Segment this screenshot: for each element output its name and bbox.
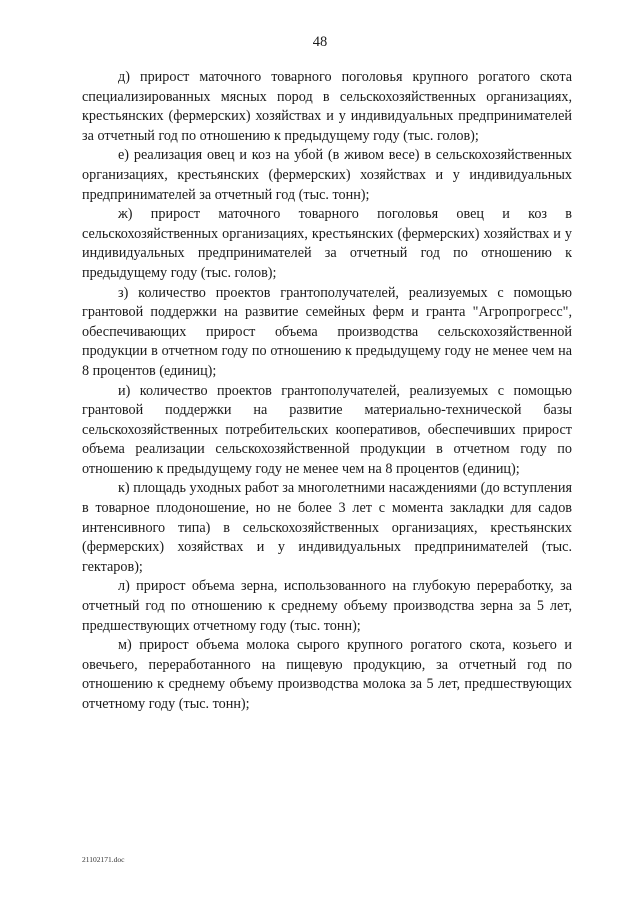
document-footer: 21102171.doc (82, 855, 125, 864)
page-number: 48 (312, 34, 328, 50)
paragraph-zh: ж) прирост маточного товарного поголовья овец и коз в сельскохозяйственных организациях, крестьянских (фермерских) хозяйствах и у индивидуальных предпринимателей за отчетный год по отношению к предыдущему году (тыс. голов); (82, 206, 572, 281)
paragraph-l: л) прирост объема зерна, использованного на глубокую переработку, за отчетный год по отношению к среднему объему производства зерна за 5 лет, предшествующих отчетному году (тыс. тонн); (82, 578, 572, 634)
paragraph-d: д) прирост маточного товарного поголовья крупного рогатого скота специализированных мясных пород в сельскохозяйственных организациях, крестьянских (фермерских) хозяйствах и у индивидуальных предпринимателей за отчетный год по отношению к предыдущему году (тыс. голов); (82, 69, 572, 144)
paragraph-k: к) площадь уходных работ за многолетними насаждениями (до вступления в товарное плодоношение, но не более 3 лет с момента закладки для садов интенсивного типа) в сельскохозяйственных организациях, крестьянских (фермерских) хозяйствах и у индивидуальных предпринимателей (тыс. гектаров); (82, 480, 572, 575)
paragraph-i: и) количество проектов грантополучателей, реализуемых с помощью грантовой поддержки на развитие материально-технической базы сельскохозяйственных потребительских кооперативов, обеспечивших прирост объема реализации сельскохозяйственной продукции в отчетном году по отношению к предыдущему году не менее чем на 8 процентов (единиц); (82, 382, 572, 477)
document-body (82, 68, 572, 715)
paragraph-z: з) количество проектов грантополучателей, реализуемых с помощью грантовой поддержки на развитие семейных ферм и гранта "Агропрогресс", обеспечивающих прирост объема производства сельскохозяйственной продукции в отчетном году по отношению к предыдущему году не менее чем на 8 процентов (единиц); (82, 284, 572, 379)
paragraph-e: е) реализация овец и коз на убой (в живом весе) в сельскохозяйственных организациях, крестьянских (фермерских) хозяйствах и у индивидуальных предпринимателей за отчетный год (тыс. тонн); (82, 147, 572, 203)
paragraph-m: м) прирост объема молока сырого крупного рогатого скота, козьего и овечьего, переработанного на пищевую продукцию, за отчетный год по отношению к среднему объему производства молока за 5 лет, предшествующих отчетному году (тыс. тонн); (82, 637, 572, 712)
